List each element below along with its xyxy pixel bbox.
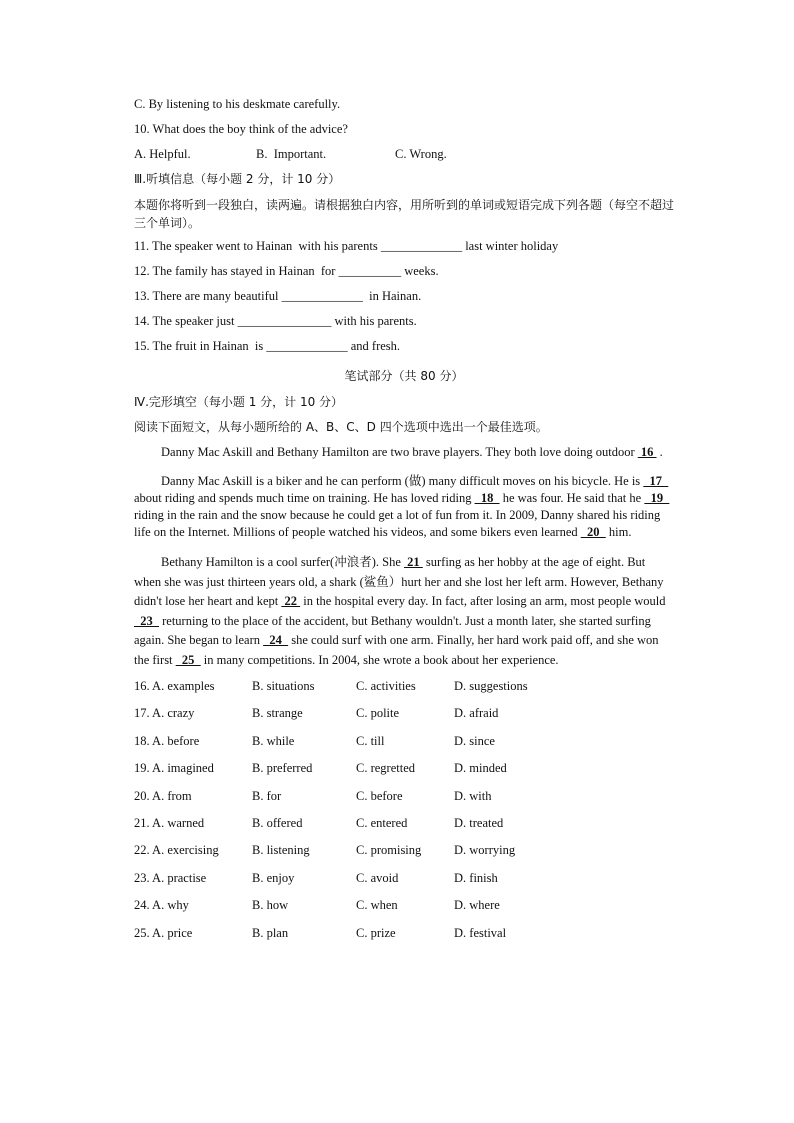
option-row-20: 20. A. from B. for C. before D. with: [134, 788, 492, 803]
option-row-21: 21. A. warned B. offered C. entered D. treated: [134, 815, 504, 830]
q10-option-c: C. Wrong.: [395, 147, 447, 161]
fill-item-12: 12. The family has stayed in Hainan for __________ weeks.: [134, 264, 439, 278]
option-row-18: 18. A. before B. while C. till D. since: [134, 733, 495, 748]
q10-option-b: B. Important.: [256, 147, 327, 161]
passage-paragraph-2: Danny Mac Askill is a biker and he can perform (做) many difficult moves on his bicycle. He is 17 about riding and spends much time on training. He has loved riding 18 he was four. He said that he 19 riding in the rain and the snow because he could get a lot of fun from it. In 2009, Danny shared his riding life on the Internet. Millions of people watched his videos, and some bikers even learned 20 him.: [134, 474, 670, 539]
blank-21: 21: [404, 555, 423, 569]
section-3-instruction: 本题你将听到一段独白，读两遍。请根据独白内容，用所听到的单词或短语完成下列各题（每空不超过三个单词）。: [134, 198, 675, 230]
question-10: 10. What does the boy think of the advice?: [134, 122, 348, 136]
fill-item-11: 11. The speaker went to Hainan with his parents _____________ last winter holiday: [134, 239, 559, 253]
option-row-24: 24. A. why B. how C. when D. where: [134, 898, 500, 913]
options-list: [134, 678, 674, 942]
q10-option-a: A. Helpful.: [134, 147, 191, 161]
blank-16: 16: [637, 445, 657, 459]
section-4-instruction: 阅读下面短文，从每小题所给的 A、B、C、D 四个选项中选出一个最佳选项。: [134, 420, 548, 434]
option-row-19: 19. A. imagined B. preferred C. regretted D. minded: [134, 761, 507, 776]
written-part-title: 笔试部分（共 80 分）: [344, 369, 464, 383]
blank-22: 22: [281, 594, 301, 608]
fill-item-14: 14. The speaker just _______________ with his parents.: [134, 314, 417, 328]
option-row-23: 23. A. practise B. enjoy C. avoid D. finish: [134, 870, 498, 885]
option-row-16: 16. A. examples B. situations C. activities D. suggestions: [134, 679, 528, 693]
blank-20: 20: [580, 525, 606, 539]
fill-item-15: 15. The fruit in Hainan is _____________ and fresh.: [134, 339, 401, 353]
option-row-22: 22. A. exercising B. listening C. promising D. worrying: [134, 843, 516, 858]
blank-17: 17: [643, 474, 669, 488]
option-row-17: 17. A. crazy B. strange C. polite D. afraid: [134, 706, 499, 721]
fill-item-13: 13. There are many beautiful _____________ in Hainan.: [134, 289, 422, 303]
question-9-option-c: C. By listening to his deskmate carefully.: [134, 97, 341, 111]
blank-19: 19: [644, 491, 670, 505]
passage-paragraph-1: Danny Mac Askill and Bethany Hamilton are two brave players. They both love doing outdoor 16 .: [161, 445, 663, 459]
blank-25: 25: [175, 652, 201, 667]
blank-18: 18: [474, 491, 500, 505]
blank-24: 24: [263, 633, 289, 647]
question-10-options: [134, 146, 674, 163]
section-4-title: Ⅳ.完形填空（每小题 1 分，计 10 分）: [134, 395, 344, 409]
passage-paragraph-3: Bethany Hamilton is a cool surfer(冲浪者). She 21 surfing as her hobby at the age of eight. But when she was just thirteen years old, a shark (鲨鱼）hurt her and she lost her left arm. However, Bethany didn't lose her heart and kept 22 in the hospital every day. In fact, after losing an arm, most people would 23 returning to the place of the accident, but Bethany wouldn't. Just a month later, she started surfing again. She began to learn 24 she could surf with one arm. Finally, her hard work paid off, and she won the first 25 in many competitions. In 2004, she wrote a book about her experience.: [134, 555, 666, 667]
exam-page: [134, 96, 674, 952]
blank-23: 23: [134, 613, 159, 628]
section-3-title: Ⅲ.听填信息（每小题 2 分，计 10 分）: [134, 172, 341, 186]
option-row-25: 25. A. price B. plan C. prize D. festival: [134, 925, 507, 940]
